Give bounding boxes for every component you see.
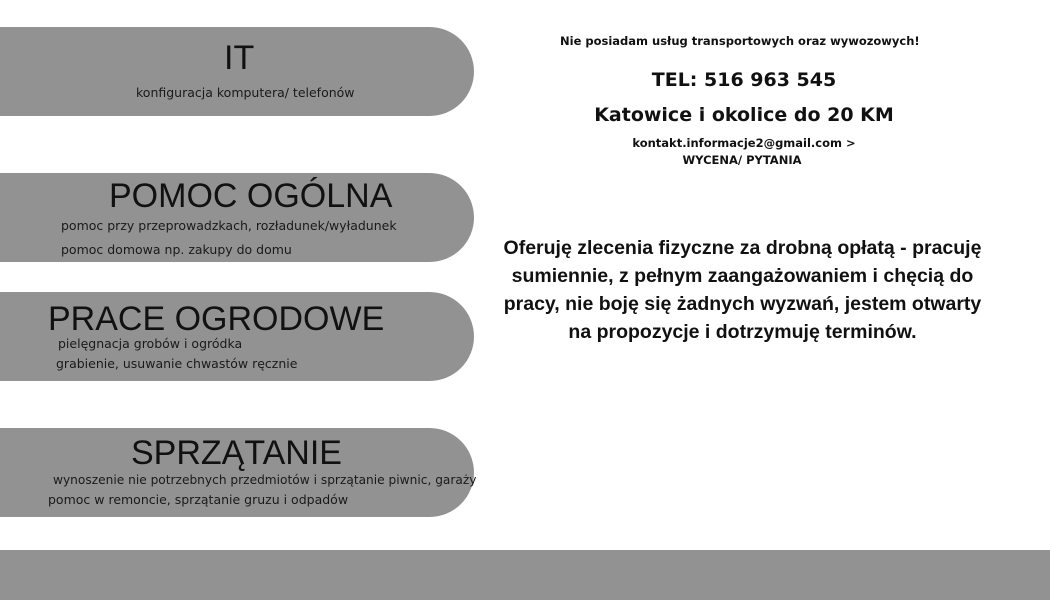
service-line-cleaning-1: wynoszenie nie potrzebnych przedmiotów i sprzątanie piwnic, garaży	[53, 473, 477, 487]
service-title-gardening: PRACE OGRODOWE	[48, 300, 385, 338]
service-line-it-1: konfiguracja komputera/ telefonów	[136, 85, 355, 100]
service-card-general-help	[0, 173, 474, 262]
service-line-general-help-1: pomoc przy przeprowadzkach, rozładunek/wyładunek	[61, 218, 397, 233]
no-transport-notice: Nie posiadam usług transportowych oraz wywozowych!	[560, 34, 920, 48]
offer-description: Oferuję zlecenia fizyczne za drobną opłatą - pracuję sumiennie, z pełnym zaangażowaniem i chęcią do pracy, nie boję się żadnych wyzwań, jestem otwarty na propozycje i dotrzymuję terminów.	[503, 237, 982, 343]
phone-number: TEL: 516 963 545	[651, 69, 837, 91]
service-title-it: IT	[224, 39, 255, 77]
service-card-gardening	[0, 292, 474, 381]
service-card-it	[0, 27, 474, 116]
contact-email-subject: WYCENA/ PYTANIA	[682, 153, 802, 167]
service-line-gardening-1: pielęgnacja grobów i ogródka	[58, 336, 243, 351]
service-line-gardening-2: grabienie, usuwanie chwastów ręcznie	[56, 356, 298, 371]
footer-bar	[0, 550, 1050, 600]
service-line-cleaning-2: pomoc w remoncie, sprzątanie gruzu i odpadów	[48, 492, 349, 507]
service-card-cleaning	[0, 428, 477, 517]
service-title-cleaning: SPRZĄTANIE	[131, 434, 342, 472]
service-area: Katowice i okolice do 20 KM	[594, 104, 894, 126]
service-line-general-help-2: pomoc domowa np. zakupy do domu	[61, 242, 292, 257]
contact-email: kontakt.informacje2@gmail.com >	[632, 136, 856, 150]
service-title-general-help: POMOC OGÓLNA	[109, 177, 393, 215]
